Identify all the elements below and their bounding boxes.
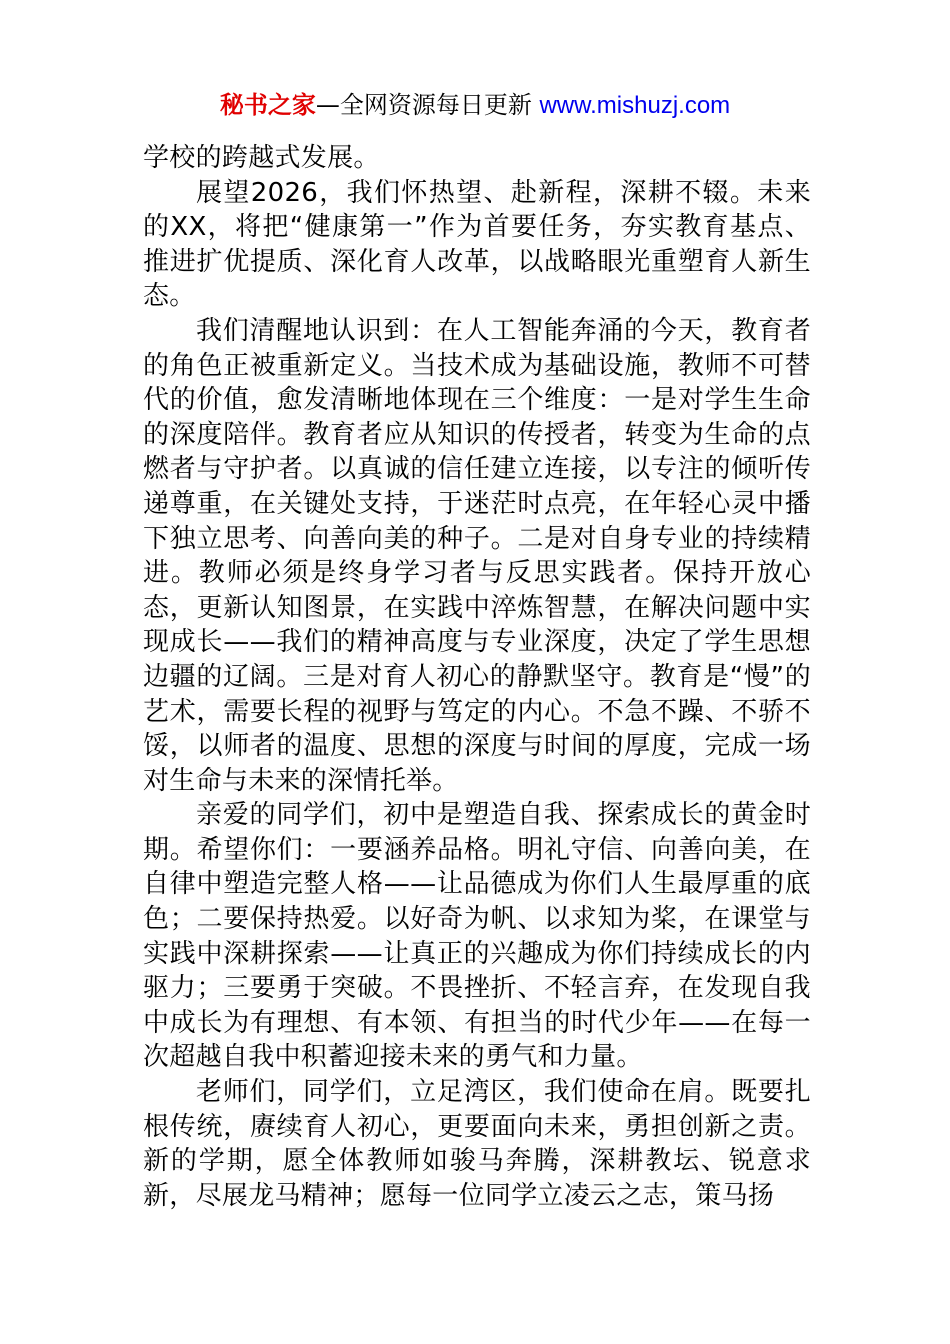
site-tagline: —全网资源每日更新 <box>315 91 540 119</box>
paragraph-closing: 老师们，同学们，立足湾区，我们使命在肩。既要扎根传统，赓续育人初心，更要面向未来，勇担创新之责。新的学期，愿全体教师如骏马奔腾，深耕教坛、锐意求新，尽展龙马精神；愿每一位同学立凌云之志，策马扬 <box>143 1077 811 1211</box>
paragraph-outlook: 展望2026，我们怀热望、赴新程，深耕不辍。未来的XX，将把“健康第一”作为首要任务，夯实教育基点、推进扩优提质、深化育人改革，以战略眼光重塑育人新生态。 <box>143 177 811 312</box>
paragraph-continuation: 学校的跨越式发展。 <box>143 143 380 173</box>
document-body <box>143 141 811 1213</box>
site-header <box>0 88 950 123</box>
site-brand: 秘书之家 <box>219 91 316 119</box>
site-url-link[interactable]: www.mishuzj.com <box>539 92 731 119</box>
paragraph-teachers-role: 我们清醒地认识到：在人工智能奔涌的今天，教育者的角色正被重新定义。当技术成为基础设施，教师不可替代的价值，愈发清晰地体现在三个维度：一是对学生生命的深度陪伴。教育者应从知识的传授者，转变为生命的点燃者与守护者。以真诚的信任建立连接，以专注的倾听传递尊重，在关键处支持，于迷茫时点亮，在年轻心灵中播下独立思考、向善向美的种子。二是对自身专业的持续精进。教师必须是终身学习者与反思实践者。保持开放心态，更新认知图景，在实践中淬炼智慧，在解决问题中实现成长——我们的精神高度与专业深度，决定了学生思想边疆的辽阔。三是对育人初心的静默坚守。教育是“慢”的艺术，需要长程的视野与笃定的内心。不急不躁、不骄不馁，以师者的温度、思想的深度与时间的厚度，完成一场对生命与未来的深情托举。 <box>143 315 811 796</box>
paragraph-students: 亲爱的同学们，初中是塑造自我、探索成长的黄金时期。希望你们：一要涵养品格。明礼守信、向善向美，在自律中塑造完整人格——让品德成为你们人生最厚重的底色；二要保持热爱。以好奇为帆、以求知为桨，在课堂与实践中深耕探索——让真正的兴趣成为你们持续成长的内驱力；三要勇于突破。不畏挫折、不轻言弃，在发现自我中成长为有理想、有本领、有担当的时代少年——在每一次超越自我中积蓄迎接未来的勇气和力量。 <box>143 800 811 1073</box>
